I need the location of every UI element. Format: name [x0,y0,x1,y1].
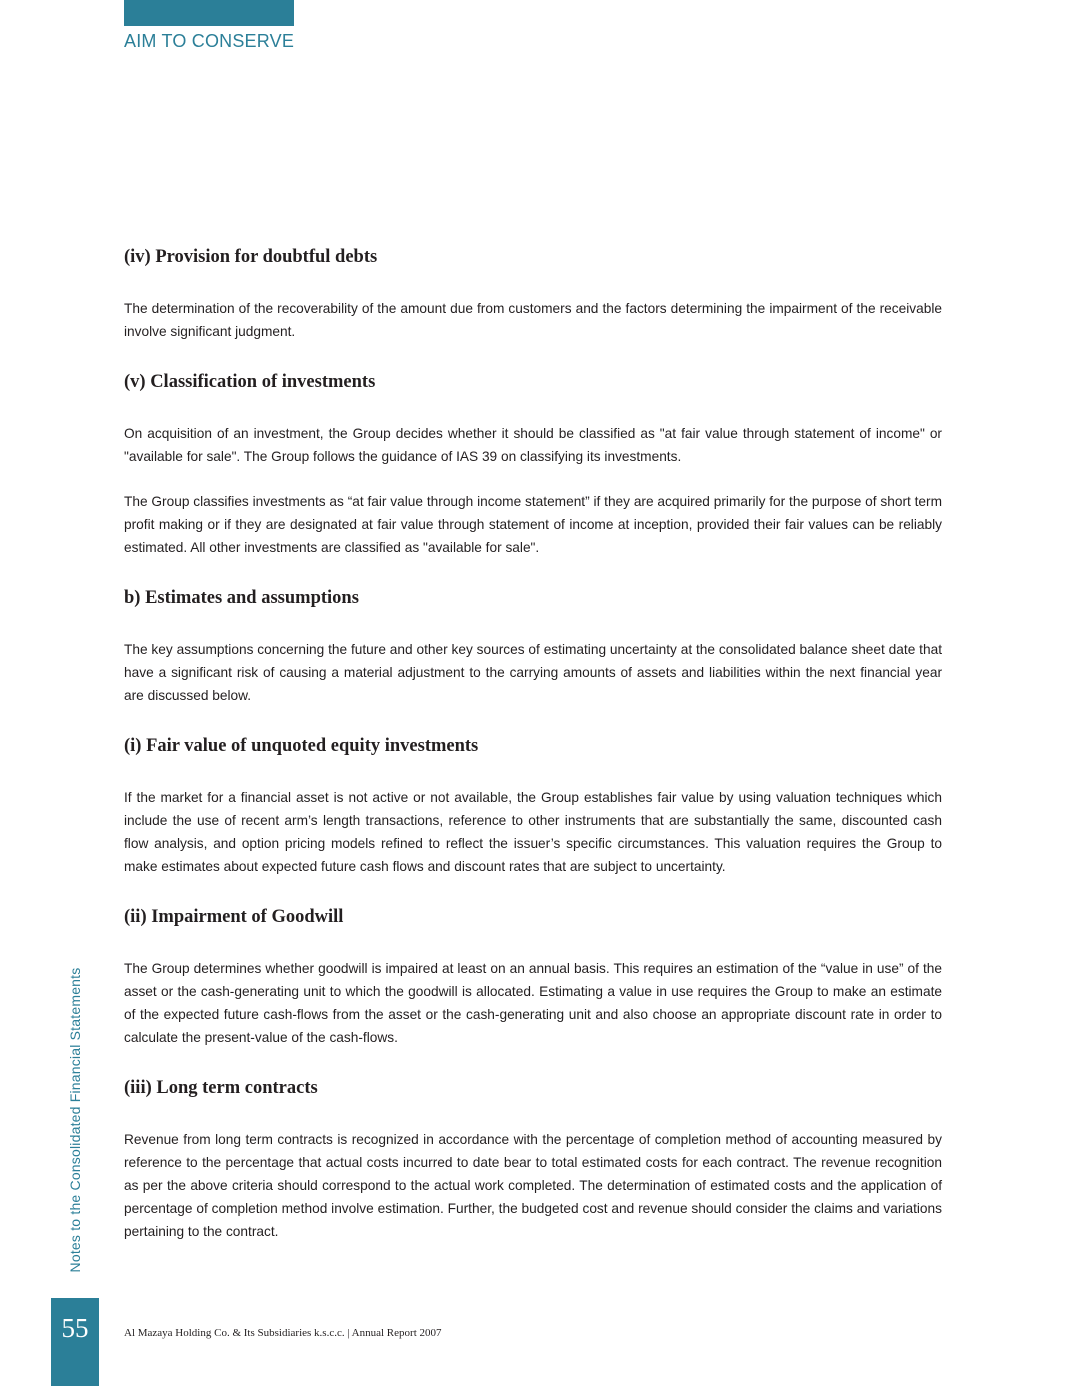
footer-text: Al Mazaya Holding Co. & Its Subsidiaries k.s.c.c. | Annual Report 2007 [124,1327,442,1339]
header-color-bar [124,0,294,26]
header-label: AIM TO CONSERVE [124,31,295,51]
section-heading: (iii) Long term contracts [124,1078,318,1098]
section-heading: (iv) Provision for doubtful debts [124,247,378,267]
section-paragraph: On acquisition of an investment, the Group decides whether it should be classified as "at fair value through statement of income" or "available for sale". The Group follows the guidance of IAS 39 on classifying its investments. [124,426,942,464]
section-heading: (i) Fair value of unquoted equity investments [124,736,479,756]
section-paragraph: The Group determines whether goodwill is impaired at least on an annual basis. This requires an estimation of the “value in use” of the asset or the cash-generating unit to which the goodwill is allocated. Estimating a value in use requires the Group to make an estimate of the expected future cash-flows from the asset or the cash-generating unit and also choose an appropriate discount rate in order to calculate the present-value of the cash-flows. [124,961,942,1045]
page-number: 55 [61,1313,89,1343]
section-paragraph: Revenue from long term contracts is recognized in accordance with the percentage of completion method of accounting measured by reference to the percentage that actual costs incurred to date bear to total estimated costs for each contract. The revenue recognition as per the above criteria should correspond to the actual work completed. The determination of estimated costs and the application of percentage of completion method involve estimation. Further, the budgeted cost and revenue should consider the claims and variations pertaining to the contract. [124,1132,942,1239]
section-heading: (v) Classification of investments [124,372,376,392]
section-paragraph: The key assumptions concerning the future and other key sources of estimating uncertainty at the consolidated balance sheet date that have a significant risk of causing a material adjustment to the carrying amounts of assets and liabilities within the next financial year are discussed below. [124,642,942,703]
section-heading: (ii) Impairment of Goodwill [124,907,344,927]
section-paragraph: The Group classifies investments as “at fair value through income statement” if they are acquired primarily for the purpose of short term profit making or if they are designated at fair value through statement of income at inception, provided their fair values can be reliably estimated. All other investments are classified as "available for sale". [124,494,942,555]
side-caption: Notes to the Consolidated Financial Statements [67,967,83,1273]
main-content [124,244,942,1243]
section-heading: b) Estimates and assumptions [124,588,359,608]
section-paragraph: If the market for a financial asset is not active or not available, the Group establishes fair value by using valuation techniques which include the use of recent arm’s length transactions, reference to other instruments that are substantially the same, discounted cash flow analysis, and option pricing models refined to reflect the issuer’s specific circumstances. This valuation requires the Group to make estimates about expected future cash flows and discount rates that are subject to uncertainty. [124,790,942,874]
section-paragraph: The determination of the recoverability of the amount due from customers and the factors determining the impairment of the receivable involve significant judgment. [124,301,942,339]
